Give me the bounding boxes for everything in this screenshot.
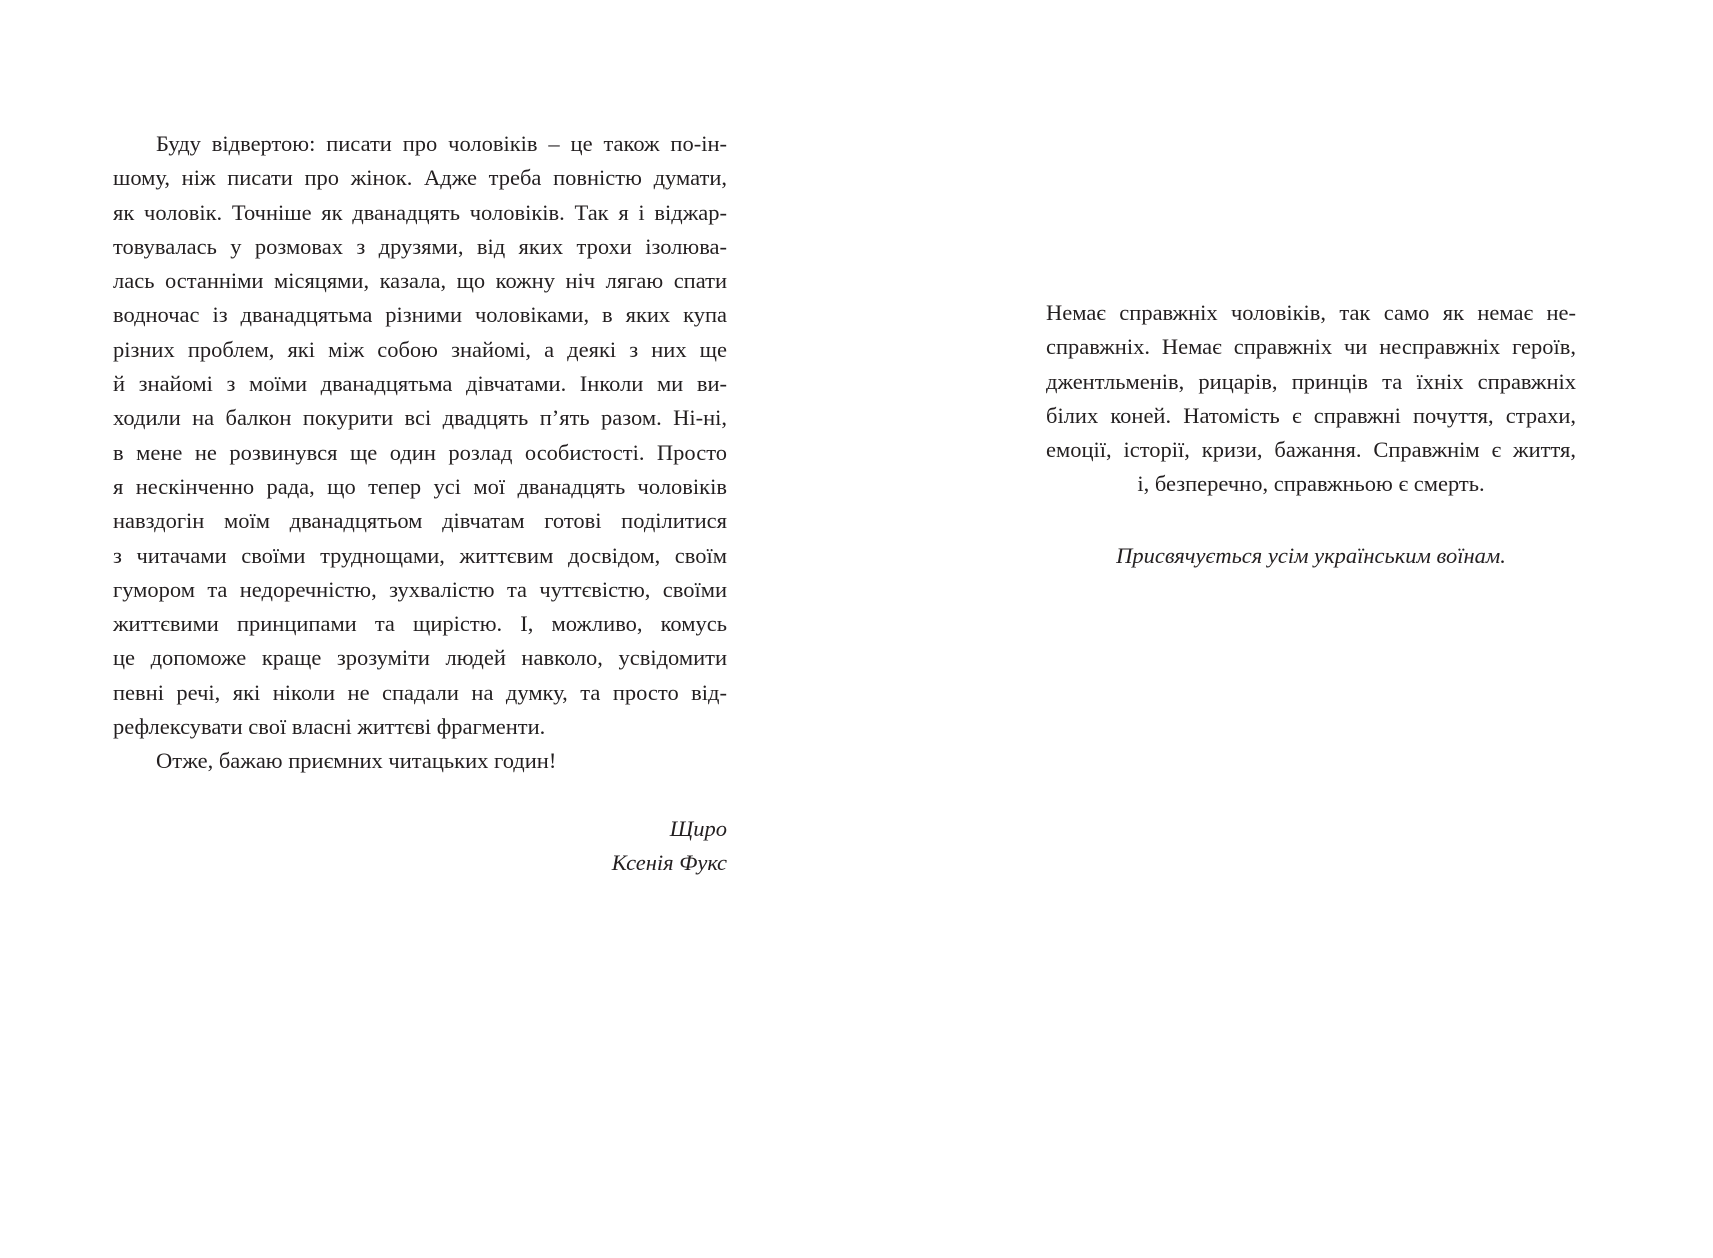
foreword-line: лась останніми місяцями, казала, що кожну ніч лягаю спати — [113, 268, 727, 294]
foreword-text — [113, 127, 727, 779]
foreword-line: це допоможе краще зрозуміти людей навколо, усвідомити — [113, 645, 727, 671]
signature — [113, 812, 727, 881]
foreword-line: рефлексувати свої власні життєві фрагменти. — [113, 714, 546, 740]
epigraph-line: і, безперечно, справжньою є смерть. — [1137, 471, 1485, 497]
dedication: Присвячується усім українським воїнам. — [1116, 543, 1506, 568]
foreword-line: я нескінченно рада, що тепер усі мої дванадцять чоловіків — [113, 473, 727, 499]
foreword-line: гумором та недоречністю, зухвалістю та чуттєвістю, своїми — [113, 576, 727, 602]
foreword-line: й знайомі з моїми дванадцятьма дівчатами. Інколи ми ви- — [113, 371, 727, 397]
epigraph-line: Немає справжніх чоловіків, так само як немає не- — [1046, 300, 1576, 325]
right-page — [856, 0, 1713, 1258]
foreword-line: з читачами своїми труднощами, життєвим досвідом, своїм — [113, 542, 727, 568]
foreword-closing-line: Отже, бажаю приємних читацьких годин! — [156, 748, 557, 774]
left-page — [0, 0, 856, 1258]
epigraph-line: білих коней. Натомість є справжні почуття, страхи, — [1046, 402, 1576, 428]
epigraph-line: справжніх. Немає справжніх чи несправжніх героїв, — [1046, 334, 1576, 360]
foreword-line: товувалась у розмовах з друзями, від яких трохи ізолюва- — [113, 233, 727, 259]
epigraph-line: емоції, історії, кризи, бажання. Справжнім є життя, — [1046, 437, 1576, 463]
foreword-line: різних проблем, які між собою знайомі, а деякі з них ще — [113, 336, 727, 362]
foreword-line: певні речі, які ніколи не спадали на думку, та просто від- — [113, 679, 727, 705]
signature-salutation: Щиро — [669, 816, 727, 841]
foreword-line: ходили на балкон покурити всі двадцять п’ять разом. Ні-ні, — [113, 405, 727, 431]
foreword-line: як чоловік. Точніше як дванадцять чоловіків. Так я і віджар- — [113, 199, 727, 225]
foreword-line: шому, ніж писати про жінок. Адже треба повністю думати, — [113, 165, 727, 191]
foreword-line: Буду відвертою: писати про чоловіків – це також по-ін- — [156, 131, 727, 156]
foreword-line: в мене не розвинувся ще один розлад особистості. Просто — [113, 439, 727, 465]
epigraph-line: джентльменів, рицарів, принців та їхніх справжніх — [1046, 368, 1576, 394]
foreword-line: водночас із дванадцятьма різними чоловіками, в яких купа — [113, 302, 727, 328]
foreword-line: життєвими принципами та щирістю. І, можливо, комусь — [113, 611, 727, 637]
foreword-line: навздогін моїм дванадцятьом дівчатам готові поділитися — [113, 508, 727, 534]
signature-author: Ксенія Фукс — [611, 850, 727, 876]
epigraph-text — [1046, 296, 1576, 502]
